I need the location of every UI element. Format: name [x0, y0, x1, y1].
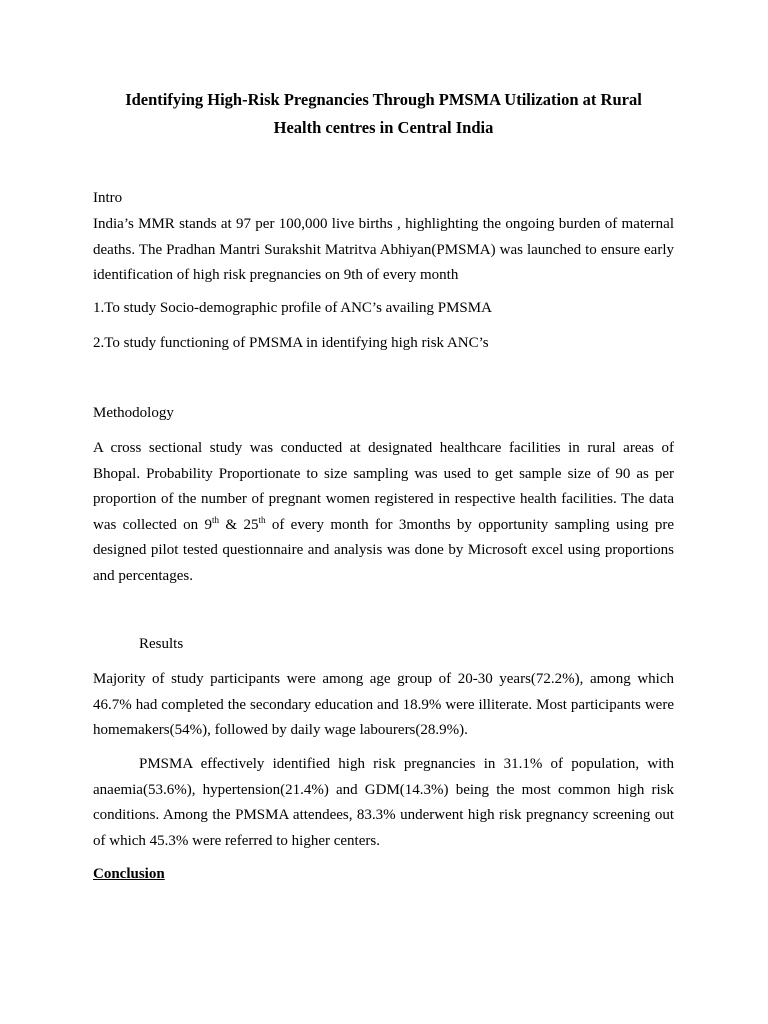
objective-2: 2.To study functioning of PMSMA in identifying high risk ANC’s: [93, 335, 489, 351]
objective-1: 1.To study Socio-demographic profile of ANC’s availing PMSMA: [93, 300, 492, 316]
results-heading: Results: [139, 636, 184, 652]
methodology-heading: Methodology: [93, 405, 174, 421]
ordinal-suffix-2: th: [258, 514, 266, 525]
document-title: [83, 86, 684, 142]
methodology-text-3: of every month for 3months by opportunity sampling using pre designed pilot tested questionnaire and analysis was done by Microsoft excel using proportions and percentages.: [93, 516, 674, 584]
methodology-text-2: & 25: [219, 516, 259, 533]
ordinal-suffix-1: th: [212, 514, 220, 525]
results-paragraph-2: PMSMA effectively identified high risk pregnancies in 31.1% of population, with anaemia(53.6%), hypertension(21.4%) and GDM(14.3%) being the most common high risk conditions. Among the PMSMA attendees, 83.3% underwent high risk pregnancy screening out of which 45.3% were referred to higher centers.: [93, 756, 674, 849]
title-line-1: Identifying High-Risk Pregnancies Through PMSMA Utilization at Rural: [125, 90, 642, 109]
conclusion-heading: Conclusion: [93, 866, 165, 882]
results-paragraph-1: Majority of study participants were among age group of 20-30 years(72.2%), among which 46.7% had completed the secondary education and 18.9% were illiterate. Most participants were homemakers(54%), followed by daily wage labourers(28.9%).: [93, 671, 674, 738]
methodology-text-1: A cross sectional study was conducted at designated healthcare facilities in rural areas of Bhopal. Probability Proportionate to size sampling was used to get sample size of 90 as per proportion of the number of pregnant women registered in respective health facilities. The data was collected on 9: [93, 440, 674, 533]
intro-heading: Intro: [93, 190, 123, 206]
intro-paragraph: India’s MMR stands at 97 per 100,000 live births , highlighting the ongoing burden of maternal deaths. The Pradhan Mantri Surakshit Matritva Abhiyan(PMSMA) was launched to ensure early identification of high risk pregnancies on 9th of every month: [93, 216, 674, 283]
title-line-2: Health centres in Central India: [273, 118, 494, 137]
methodology-paragraph: [93, 436, 674, 589]
